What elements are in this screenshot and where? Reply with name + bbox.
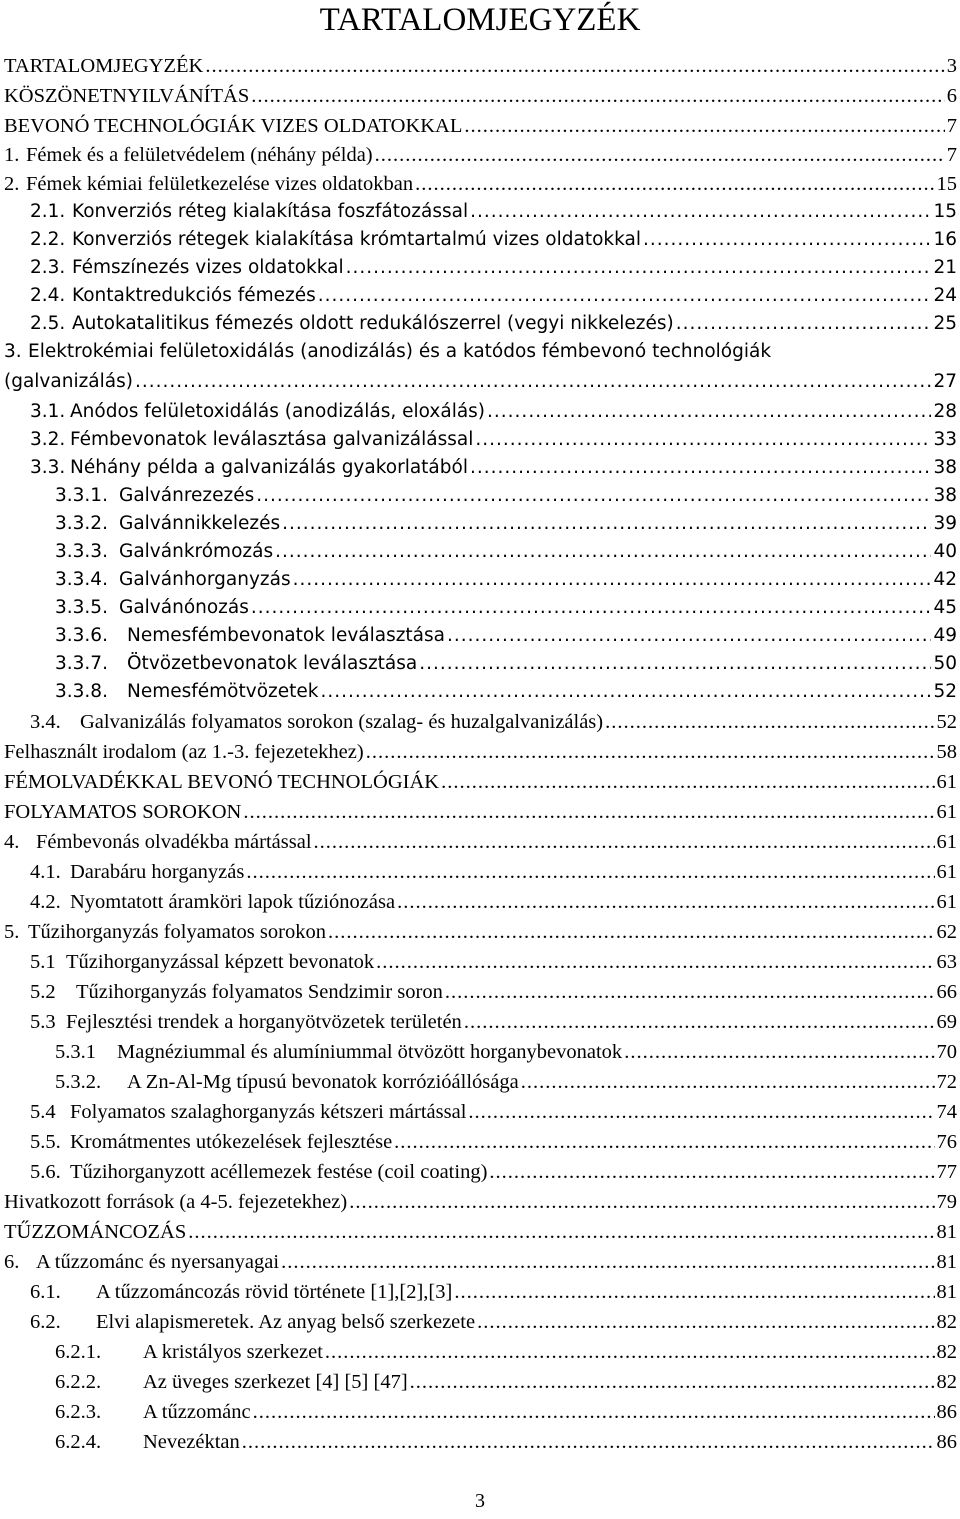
toc-entry-number: 5.3.2. <box>55 1071 102 1093</box>
toc-entry-page: 16 <box>933 229 957 250</box>
toc-entry-title: Galvánnikkelezés <box>119 513 281 534</box>
dot-leader <box>346 254 932 282</box>
toc-entry-page: 52 <box>933 681 957 702</box>
toc-entry-title: A tűzzománcozás rövid története [1],[2],[3] <box>96 1281 453 1303</box>
toc-entry <box>0 170 960 198</box>
toc-entry-link[interactable] <box>55 538 960 566</box>
dot-leader <box>282 510 931 538</box>
toc-entry-link[interactable] <box>30 888 960 916</box>
dot-leader <box>251 82 945 110</box>
toc-entry-page: 21 <box>933 257 957 278</box>
toc-entry-link[interactable] <box>30 1128 960 1156</box>
toc-entry-page: 61 <box>936 771 957 793</box>
toc-entry-page: 70 <box>936 1041 957 1063</box>
toc-entry-title: Fejlesztési trendek a horganyötvözetek területén <box>66 1011 462 1033</box>
toc-entry-page: 66 <box>936 981 957 1003</box>
toc-entry-link[interactable] <box>4 768 960 796</box>
toc-entry <box>0 1038 960 1066</box>
toc-entry-page: 61 <box>936 891 957 913</box>
toc-entry <box>0 948 960 976</box>
toc-entry-number: 6.2. <box>30 1311 61 1333</box>
toc-entry <box>0 454 960 482</box>
toc-entry-page: 50 <box>933 653 957 674</box>
toc-entry <box>0 708 960 736</box>
toc-entry-number: 5.3.1 <box>55 1041 96 1063</box>
dot-leader <box>415 170 934 198</box>
dot-leader <box>624 1038 934 1066</box>
toc-entry-title: A tűzzománc <box>143 1401 251 1423</box>
dot-leader <box>397 888 934 916</box>
toc-entry-page: 52 <box>936 711 957 733</box>
toc-entry <box>0 282 960 310</box>
toc-entry <box>0 1368 960 1396</box>
toc-entry-title: Nemesfémbevonatok leválasztása <box>127 625 445 646</box>
toc-entry-page: 15 <box>936 173 957 195</box>
toc-entry-page: 24 <box>933 285 957 306</box>
toc-entry-title: Galvánónozás <box>119 597 249 618</box>
toc-entry-link[interactable] <box>55 594 960 622</box>
toc-entry-number: 4.2. <box>30 891 61 913</box>
toc-entry-link[interactable] <box>30 198 960 226</box>
toc-entry-link[interactable] <box>4 738 960 766</box>
toc-entry-page: 61 <box>936 831 957 853</box>
toc-entry-link[interactable] <box>55 622 960 650</box>
toc-entry-title: Tűzihorganyzással képzett bevonatok <box>66 951 375 973</box>
dot-leader <box>251 594 932 622</box>
toc-entry <box>0 254 960 282</box>
toc-entry-title: Konverziós rétegek kialakítása krómtartalmú vizes oldatokkal <box>72 229 641 250</box>
dot-leader <box>468 1098 934 1126</box>
toc-entry-link[interactable] <box>30 1008 960 1036</box>
dot-leader <box>477 1308 934 1336</box>
toc-entry-link[interactable] <box>55 482 960 510</box>
toc-entry <box>0 141 960 169</box>
toc-entry-page: 27 <box>933 371 957 392</box>
dot-leader <box>419 650 931 678</box>
toc-entry-page: 76 <box>936 1131 957 1153</box>
toc-entry <box>0 1188 960 1216</box>
dot-leader <box>676 310 932 338</box>
toc-entry-link[interactable] <box>55 1068 960 1096</box>
toc-entry-title: Fémek és a felületvédelem (néhány példa) <box>26 144 373 166</box>
toc-entry-page: 74 <box>936 1101 957 1123</box>
toc-entry-number: 5.4 <box>30 1101 56 1123</box>
dot-leader <box>293 566 932 594</box>
toc-entry <box>0 310 960 338</box>
toc-entry-number: 3.3.7. <box>55 653 108 674</box>
toc-entry <box>0 510 960 538</box>
toc-entry-number: 3.4. <box>30 711 61 733</box>
toc-entry-number: 4. <box>4 831 20 853</box>
toc-entry-link[interactable] <box>55 650 960 678</box>
toc-entry-title: FOLYAMATOS SOROKON <box>4 801 242 823</box>
toc-entry <box>0 1338 960 1366</box>
toc-entry-title: Nyomtatott áramköri lapok tűziónozása <box>70 891 396 913</box>
toc-entry <box>0 622 960 650</box>
toc-entry-link[interactable] <box>30 282 960 310</box>
toc-entry-page: 3 <box>946 55 957 77</box>
toc-entry-title: Galvánrezezés <box>119 485 255 506</box>
toc-entry-title: A kristályos szerkezet <box>143 1341 323 1363</box>
toc-entry-number: 3. <box>4 341 22 362</box>
toc-entry <box>0 858 960 886</box>
toc-entry-number: 3.3.2. <box>55 513 108 534</box>
dot-leader <box>281 1248 934 1276</box>
toc-entry-link[interactable] <box>4 1218 960 1246</box>
toc-entry-link[interactable] <box>55 1398 960 1426</box>
toc-entry <box>0 482 960 510</box>
toc-entry <box>0 1398 960 1426</box>
toc-entry-title: Galvanizálás folyamatos sorokon (szalag- és huzalgalvanizálás) <box>80 711 604 733</box>
toc-entry <box>0 1128 960 1156</box>
toc-entry <box>0 398 960 426</box>
toc-entry <box>0 978 960 1006</box>
toc-entry-title: Hivatkozott források (a 4-5. fejezetekhez) <box>4 1191 348 1213</box>
toc-entry-title: Kromátmentes utókezelések fejlesztése <box>70 1131 393 1153</box>
toc-entry <box>0 828 960 856</box>
dot-leader <box>242 1428 935 1456</box>
toc-entry-number: 2.2. <box>30 229 66 250</box>
toc-entry <box>0 1098 960 1126</box>
toc-entry-page: 49 <box>933 625 957 646</box>
toc-entry <box>0 1308 960 1336</box>
toc-entry-title: Darabáru horganyzás <box>70 861 245 883</box>
dot-leader <box>643 226 931 254</box>
toc-entry-link[interactable] <box>30 310 960 338</box>
page-number: 3 <box>475 1490 485 1512</box>
toc-entry-link[interactable] <box>4 82 960 110</box>
toc-entry <box>0 368 960 396</box>
toc-entry-link[interactable] <box>30 948 960 976</box>
toc-entry <box>0 82 960 110</box>
toc-entry-page: 81 <box>936 1221 957 1243</box>
toc-entry-number: 5. <box>4 921 20 943</box>
toc-entry-number: 3.3.8. <box>55 681 108 702</box>
toc-entry-title: Elvi alapismeretek. Az anyag belső szerkezete <box>96 1311 476 1333</box>
toc-entry-number: 5.6. <box>30 1161 61 1183</box>
dot-leader <box>375 141 945 169</box>
toc-entry-title: Felhasznált irodalom (az 1.-3. fejezetekhez) <box>4 741 364 763</box>
toc-entry <box>0 650 960 678</box>
dot-leader <box>454 1278 934 1306</box>
toc-entry-number: 6.2.4. <box>55 1431 102 1453</box>
toc-entry-number: 2.1. <box>30 201 66 222</box>
dot-leader <box>314 828 935 856</box>
toc-entry <box>0 798 960 826</box>
toc-entry-number: 3.3.1. <box>55 485 108 506</box>
toc-entry-title: Galvánkrómozás <box>119 541 274 562</box>
toc-entry <box>0 888 960 916</box>
toc-entry-number: 3.2. <box>30 429 66 450</box>
toc-entry-link[interactable] <box>30 1308 960 1336</box>
toc-entry-link[interactable] <box>55 1338 960 1366</box>
toc-entry <box>0 1218 960 1246</box>
toc-entry-link[interactable] <box>4 112 960 140</box>
toc-entry <box>0 678 960 706</box>
toc-entry-number: 2.3. <box>30 257 66 278</box>
toc-entry-title: Ötvözetbevonatok leválasztása <box>127 653 418 674</box>
toc-entry-page: 86 <box>936 1401 957 1423</box>
toc-entry-title: Fémbevonatok leválasztása galvanizálással <box>70 429 474 450</box>
toc-entry-title: TŰZZOMÁNCOZÁS <box>4 1221 187 1243</box>
toc-entry-number: 5.5. <box>30 1131 61 1153</box>
toc-entry-page: 82 <box>936 1341 957 1363</box>
dot-leader <box>325 1338 935 1366</box>
toc-entry-number: 1. <box>4 144 20 166</box>
dot-leader <box>366 738 935 766</box>
toc-entry-link[interactable] <box>4 52 960 80</box>
toc-entry-title: Fémek kémiai felületkezelése vizes oldatokban <box>26 173 414 195</box>
toc-entry-title: Konverziós réteg kialakítása foszfátozással <box>72 201 469 222</box>
toc-entry-page: 58 <box>936 741 957 763</box>
toc-entry-page: 82 <box>936 1311 957 1333</box>
toc-entry-number: 4.1. <box>30 861 61 883</box>
toc-entry-number: 5.2 <box>30 981 56 1003</box>
toc-entry-number: 6.2.2. <box>55 1371 102 1393</box>
toc-entry-page: 81 <box>936 1251 957 1273</box>
toc-entry-title[interactable]: Elektrokémiai felületoxidálás (anodizálás) és a katódos fémbevonó technológiák <box>28 341 772 362</box>
dot-leader <box>253 1398 935 1426</box>
toc-entry-title: BEVONÓ TECHNOLÓGIÁK VIZES OLDATOKKAL <box>4 115 463 137</box>
toc-entry <box>0 918 960 946</box>
dot-leader <box>376 948 934 976</box>
toc-entry-number: 3.3.3. <box>55 541 108 562</box>
toc-entry-number: 3.1. <box>30 401 66 422</box>
toc-entry-page: 86 <box>936 1431 957 1453</box>
toc-entry-link[interactable] <box>4 1188 960 1216</box>
toc-entry-page: 82 <box>936 1371 957 1393</box>
toc-entry-link[interactable] <box>30 454 960 482</box>
toc-entry-link[interactable] <box>30 398 960 426</box>
toc-entry <box>0 768 960 796</box>
dot-leader <box>489 1158 934 1186</box>
toc-entry-link[interactable] <box>4 170 960 198</box>
toc-entry-title-continued: (galvanizálás) <box>4 371 133 392</box>
toc-entry-link[interactable] <box>30 978 960 1006</box>
toc-entry-number: 3.3.4. <box>55 569 108 590</box>
toc-entry-page: 25 <box>933 313 957 334</box>
toc-entry-page: 7 <box>946 144 957 166</box>
toc-entry-title: Galvánhorganyzás <box>119 569 291 590</box>
dot-leader <box>394 1128 934 1156</box>
toc-entry-page: 38 <box>933 485 957 506</box>
toc-entry-number: 6.2.1. <box>55 1341 102 1363</box>
toc-entry-link[interactable] <box>4 141 960 169</box>
toc-entry-link[interactable] <box>30 226 960 254</box>
dot-leader <box>470 454 931 482</box>
page-title: TARTALOMJEGYZÉK <box>319 2 641 38</box>
toc-entry-link[interactable] <box>55 1368 960 1396</box>
toc-entry-title: Nevezéktan <box>143 1431 240 1453</box>
dot-leader <box>135 368 931 396</box>
dot-leader <box>256 482 931 510</box>
toc-entry <box>0 1248 960 1276</box>
toc-entry <box>0 738 960 766</box>
dot-leader <box>464 1008 935 1036</box>
toc-entry-title: TARTALOMJEGYZÉK <box>4 55 204 77</box>
dot-leader <box>521 1068 935 1096</box>
toc-entry <box>0 1278 960 1306</box>
toc-entry-number: 3.3.5. <box>55 597 108 618</box>
toc-entry-title: Fémszínezés vizes oldatokkal <box>72 257 344 278</box>
toc-entry-number: 6.2.3. <box>55 1401 102 1423</box>
toc-entry-link[interactable] <box>30 254 960 282</box>
toc-entry-number: 6. <box>4 1251 20 1273</box>
dot-leader <box>445 978 935 1006</box>
toc-entry-page: 33 <box>933 429 957 450</box>
toc-entry-link[interactable] <box>30 1158 960 1186</box>
dot-leader <box>441 768 934 796</box>
toc-entry-page: 38 <box>933 457 957 478</box>
toc-entry-link[interactable] <box>4 798 960 826</box>
toc-entry <box>0 112 960 140</box>
toc-entry-link[interactable] <box>4 1248 960 1276</box>
dot-leader <box>246 858 934 886</box>
toc-entry-page: 72 <box>936 1071 957 1093</box>
toc-entry-link[interactable] <box>30 858 960 886</box>
toc-entry-link[interactable] <box>30 708 960 736</box>
toc-entry <box>0 1008 960 1036</box>
toc-entry <box>0 538 960 566</box>
toc-entry-link[interactable] <box>55 566 960 594</box>
toc-entry <box>0 52 960 80</box>
toc-entry-page: 39 <box>933 513 957 534</box>
toc-entry-title: A tűzzománc és nyersanyagai <box>36 1251 280 1273</box>
toc-entry-number: 2.5. <box>30 313 66 334</box>
toc-entry <box>0 198 960 226</box>
toc-entry <box>0 1428 960 1456</box>
toc-entry-number: 3.3.6. <box>55 625 108 646</box>
toc-entry-title: Anódos felületoxidálás (anodizálás, eloxálás) <box>70 401 486 422</box>
toc-entry-number: 3.3. <box>30 457 66 478</box>
toc-entry-link[interactable] <box>55 510 960 538</box>
dot-leader <box>410 1368 935 1396</box>
dot-leader <box>275 538 931 566</box>
toc-entry-page: 40 <box>933 541 957 562</box>
toc-entry-page: 81 <box>936 1281 957 1303</box>
dot-leader <box>349 1188 934 1216</box>
toc-entry-page: 15 <box>933 201 957 222</box>
toc-entry-title: Tűzihorganyzás folyamatos Sendzimir soron <box>76 981 443 1003</box>
toc-entry-title: Néhány példa a galvanizálás gyakorlatából <box>70 457 468 478</box>
toc-entry-title: Az üveges szerkezet [4] [5] [47] <box>143 1371 408 1393</box>
toc-entry-title: Tűzihorganyzott acéllemezek festése (coil coating) <box>70 1161 488 1183</box>
toc-entry-number: 2.4. <box>30 285 66 306</box>
toc-entry <box>0 594 960 622</box>
toc-entry-title: Folyamatos szalaghorganyzás kétszeri mártással <box>70 1101 467 1123</box>
toc-entry-page: 79 <box>936 1191 957 1213</box>
toc-entry-page: 6 <box>946 85 957 107</box>
toc-entry-link[interactable] <box>30 1278 960 1306</box>
toc-entry-page: 7 <box>946 115 957 137</box>
toc-entry-title: Fémbevonás olvadékba mártással <box>36 831 312 853</box>
toc-entry-title: Nemesfémötvözetek <box>127 681 319 702</box>
toc-entry-link[interactable] <box>4 918 960 946</box>
toc-entry-link[interactable] <box>30 1098 960 1126</box>
toc-entry-page: 61 <box>936 801 957 823</box>
toc-entry-page: 69 <box>936 1011 957 1033</box>
dot-leader <box>328 918 935 946</box>
dot-leader <box>605 708 934 736</box>
dot-leader <box>475 426 931 454</box>
toc-entry-link[interactable] <box>4 828 960 856</box>
toc-entry-link[interactable] <box>4 368 960 396</box>
toc-entry-link[interactable] <box>55 678 960 706</box>
toc-entry-number: 5.1 <box>30 951 56 973</box>
dot-leader <box>470 198 931 226</box>
toc-entry-title: KÖSZÖNETNYILVÁNÍTÁS <box>4 85 250 107</box>
toc-entry-title: FÉMOLVADÉKKAL BEVONÓ TECHNOLÓGIÁK <box>4 771 440 793</box>
dot-leader <box>205 52 944 80</box>
toc-entry-link[interactable] <box>55 1038 960 1066</box>
toc-entry-title: Autokatalitikus fémezés oldott redukálószerrel (vegyi nikkelezés) <box>72 313 674 334</box>
dot-leader <box>487 398 931 426</box>
toc-entry-page: 61 <box>936 861 957 883</box>
toc-entry-number: 2. <box>4 173 20 195</box>
toc-entry-title: Magnéziummal és alumíniummal ötvözött horganybevonatok <box>117 1041 623 1063</box>
dot-leader <box>318 282 932 310</box>
toc-entry <box>0 1158 960 1186</box>
toc-entry-page: 62 <box>936 921 957 943</box>
toc-entry-page: 77 <box>936 1161 957 1183</box>
toc-entry-title: A Zn-Al-Mg típusú bevonatok korrózióállósága <box>127 1071 519 1093</box>
toc-entry-page: 42 <box>933 569 957 590</box>
dot-leader <box>243 798 934 826</box>
dot-leader <box>464 112 944 140</box>
toc-entry-page: 63 <box>936 951 957 973</box>
dot-leader <box>447 622 931 650</box>
toc-entry-number: 5.3 <box>30 1011 56 1033</box>
toc-entry-page: 45 <box>933 597 957 618</box>
toc-entry <box>0 426 960 454</box>
toc-entry-link[interactable] <box>55 1428 960 1456</box>
toc-entry-first-line <box>0 338 960 366</box>
toc-entry-page: 28 <box>933 401 957 422</box>
toc-entry-number: 6.1. <box>30 1281 61 1303</box>
toc-entry-link[interactable] <box>30 426 960 454</box>
toc-entry <box>0 566 960 594</box>
toc-entry <box>0 226 960 254</box>
toc-entry-title: Tűzihorganyzás folyamatos sorokon <box>28 921 326 943</box>
toc-entry-title: Kontaktredukciós fémezés <box>72 285 316 306</box>
dot-leader <box>320 678 931 706</box>
toc-entry <box>0 1068 960 1096</box>
dot-leader <box>188 1218 934 1246</box>
